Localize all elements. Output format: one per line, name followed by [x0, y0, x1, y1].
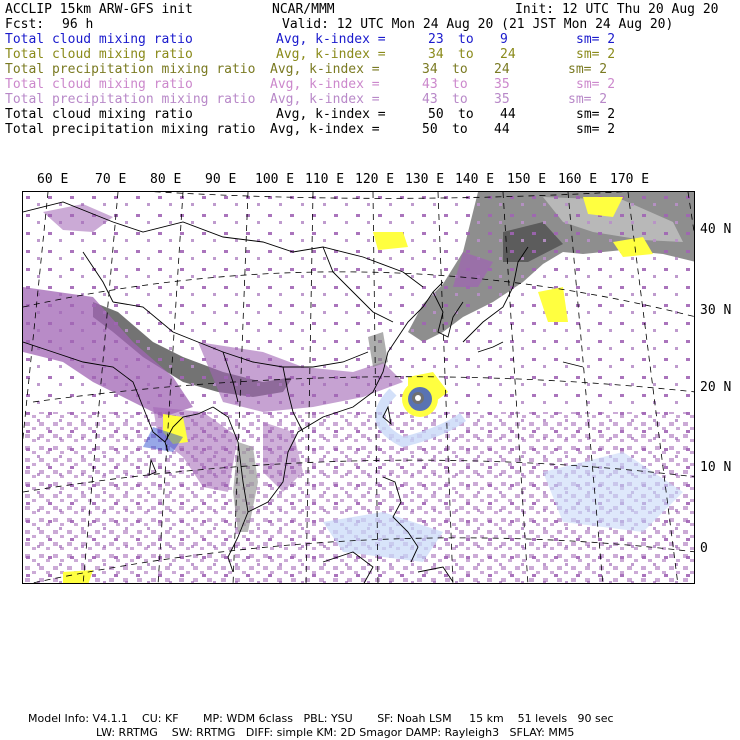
- latitude-label: 10 N: [700, 460, 732, 475]
- latitude-label: 40 N: [700, 222, 732, 237]
- legend-field-name: Total precipitation mixing ratio: [5, 62, 256, 77]
- legend-field-name: Total precipitation mixing ratio: [5, 122, 256, 137]
- legend-to-label: to: [458, 107, 474, 122]
- longitude-label: 140 E: [455, 172, 495, 187]
- legend-field-name: Total precipitation mixing ratio: [5, 92, 256, 107]
- legend-to-label: to: [458, 47, 474, 62]
- longitude-label: 150 E: [507, 172, 547, 187]
- cloud-shading: [23, 192, 695, 584]
- model-info-line2: LW: RRTMG SW: RRTMG DIFF: simple KM: 2D Smagor DAMP: Rayleigh3 SFLAY: MM5: [96, 726, 575, 739]
- legend-k-from: 34: [428, 47, 444, 62]
- legend-field-name: Total cloud mixing ratio: [5, 77, 193, 92]
- legend-field-name: Total cloud mixing ratio: [5, 32, 193, 47]
- legend-avg-label: Avg, k-index =: [276, 47, 386, 62]
- init-time: Init: 12 UTC Thu 20 Aug 20: [515, 2, 719, 17]
- legend-avg-label: Avg, k-index =: [270, 62, 380, 77]
- longitude-label: 70 E: [95, 172, 127, 187]
- legend-k-to: 24: [494, 62, 510, 77]
- longitude-label: 100 E: [255, 172, 295, 187]
- legend-to-label: to: [452, 122, 468, 137]
- organization-label: NCAR/MMM: [272, 2, 335, 17]
- legend-k-from: 50: [428, 107, 444, 122]
- legend-k-from: 43: [422, 92, 438, 107]
- legend-avg-label: Avg, k-index =: [276, 32, 386, 47]
- latitude-label: 20 N: [700, 380, 732, 395]
- legend-smoothing: sm= 2: [568, 92, 608, 107]
- legend-k-to: 35: [494, 77, 510, 92]
- legend-to-label: to: [458, 32, 474, 47]
- longitude-label: 90 E: [205, 172, 237, 187]
- longitude-label: 110 E: [305, 172, 345, 187]
- legend-smoothing: sm= 2: [576, 77, 616, 92]
- map-panel: [22, 191, 695, 584]
- map-svg: [23, 192, 695, 584]
- forecast-hours: 96 h: [62, 17, 94, 32]
- map-title: ACCLIP 15km ARW-GFS init: [5, 2, 193, 17]
- legend-smoothing: sm= 2: [568, 62, 608, 77]
- legend-to-label: to: [452, 77, 468, 92]
- legend-k-to: 9: [500, 32, 508, 47]
- longitude-label: 80 E: [150, 172, 182, 187]
- legend-smoothing: sm= 2: [576, 107, 616, 122]
- legend-avg-label: Avg, k-index =: [270, 92, 380, 107]
- legend-field-name: Total cloud mixing ratio: [5, 47, 193, 62]
- legend-k-to: 35: [494, 92, 510, 107]
- legend-avg-label: Avg, k-index =: [270, 122, 380, 137]
- longitude-label: 170 E: [610, 172, 650, 187]
- valid-time: Valid: 12 UTC Mon 24 Aug 20 (21 JST Mon 24 Aug 20): [282, 17, 674, 32]
- legend-k-to: 44: [494, 122, 510, 137]
- longitude-label: 120 E: [355, 172, 395, 187]
- legend-k-to: 44: [500, 107, 516, 122]
- longitude-label: 130 E: [405, 172, 445, 187]
- legend-k-from: 43: [422, 77, 438, 92]
- longitude-label: 60 E: [37, 172, 69, 187]
- latitude-label: 0: [700, 541, 708, 556]
- longitude-label: 160 E: [558, 172, 598, 187]
- legend-smoothing: sm= 2: [576, 122, 616, 137]
- legend-to-label: to: [452, 92, 468, 107]
- legend-avg-label: Avg, k-index =: [270, 77, 380, 92]
- latitude-label: 30 N: [700, 303, 732, 318]
- model-info-line1: Model Info: V4.1.1 CU: KF MP: WDM 6class PBL: YSU SF: Noah LSM 15 km 51 levels 90 sec: [28, 712, 614, 725]
- legend-k-from: 23: [428, 32, 444, 47]
- legend-smoothing: sm= 2: [576, 47, 616, 62]
- legend-k-from: 50: [422, 122, 438, 137]
- legend-k-to: 24: [500, 47, 516, 62]
- forecast-label: Fcst:: [5, 17, 45, 32]
- legend-to-label: to: [452, 62, 468, 77]
- legend-k-from: 34: [422, 62, 438, 77]
- legend-smoothing: sm= 2: [576, 32, 616, 47]
- legend-avg-label: Avg, k-index =: [276, 107, 386, 122]
- legend-field-name: Total cloud mixing ratio: [5, 107, 193, 122]
